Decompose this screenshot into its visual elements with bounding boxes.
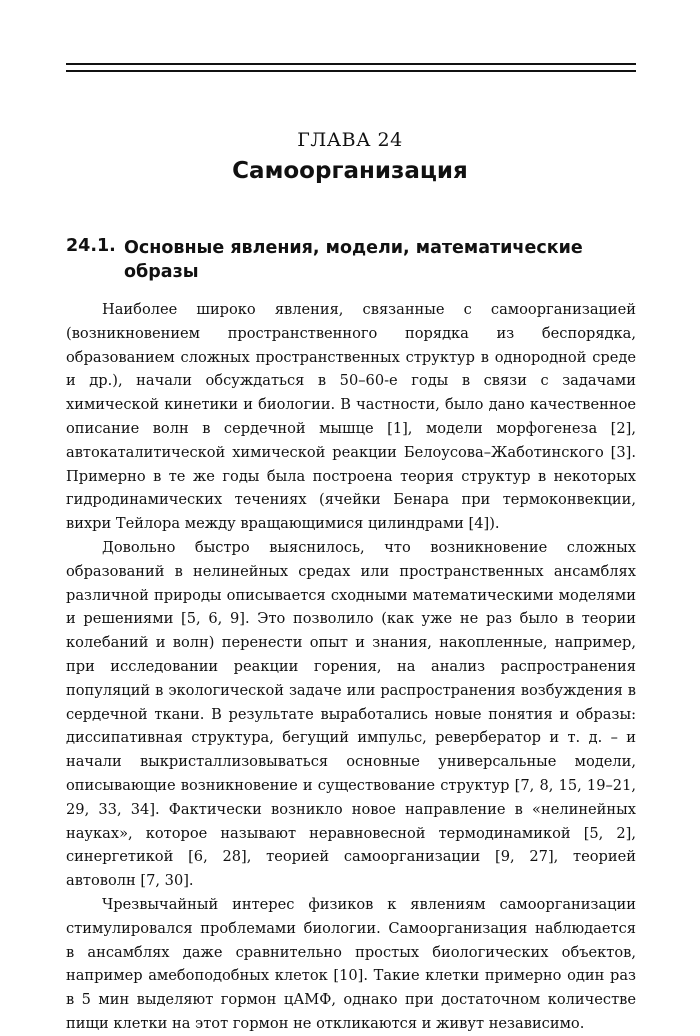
- section-title: Основные явления, модели, математические образы: [124, 238, 583, 282]
- paragraph-2: Довольно быстро выяснилось, что возникновение сложных образований в нелинейных средах или пространственных ансамблях различной природы описывается сходными математическими моделями и решениями [5, 6, 9]. Это позволило (как уже не раз было в теории колебаний и волн) перенести опыт и знания, накопленные, например, при исследовании реакции горения, на анализ распространения популяций в экологической задаче или распространения возбуждения в сердечной ткани. В результате выработались новые понятия и образы: диссипативная структура, бегущий импульс, ревербератор и т. д. – и начали выкристаллизовываться основные универсальные модели, описывающие возникновение и существование структур [7, 8, 15, 19–21, 29, 33, 34]. Фактически возникло новое направление в «нелинейных науках», которое называют неравновесной термодинамикой [5, 2], синергетикой [6, 28], теорией самоорганизации [9, 27], теорией автоволн [7, 30].: [66, 538, 636, 890]
- chapter-label: ГЛАВА 24: [297, 129, 403, 151]
- chapter-title: Самоорганизация: [232, 158, 468, 184]
- paragraph-3: Чрезвычайный интерес физиков к явлениям самоорганизации стимулировался проблемами биологии. Самоорганизация наблюдается в ансамблях даже сравнительно простых биологических объектов, например амебоподобных клеток [10]. Такие клетки примерно один раз в 5 мин выделяют гормон цАМФ, однако при достаточном количестве пищи клетки на этот гормон не откликаются и живут независимо.: [66, 895, 636, 1032]
- body-text: [66, 298, 636, 1036]
- section-number: 24.1.: [66, 236, 116, 256]
- paragraph-1: Наиболее широко явления, связанные с самоорганизацией (возникновением пространственного порядка из беспорядка, образованием сложных пространственных структур в однородной среде и др.), начали обсуждаться в 50–60-е годы в связи с задачами химической кинетики и биологии. В частности, было дано качественное описание волн в сердечной мышце [1], модели морфогенеза [2], автокаталитической химической реакции Белоусова–Жаботинского [3]. Примерно в те же годы была построена теория структур в некоторых гидродинамических течениях (ячейки Бенара при термоконвекции, вихри Тейлора между вращающимися цилиндрами [4]).: [66, 301, 636, 533]
- header-rule-bottom: [66, 70, 636, 72]
- header-rule-top: [66, 63, 636, 65]
